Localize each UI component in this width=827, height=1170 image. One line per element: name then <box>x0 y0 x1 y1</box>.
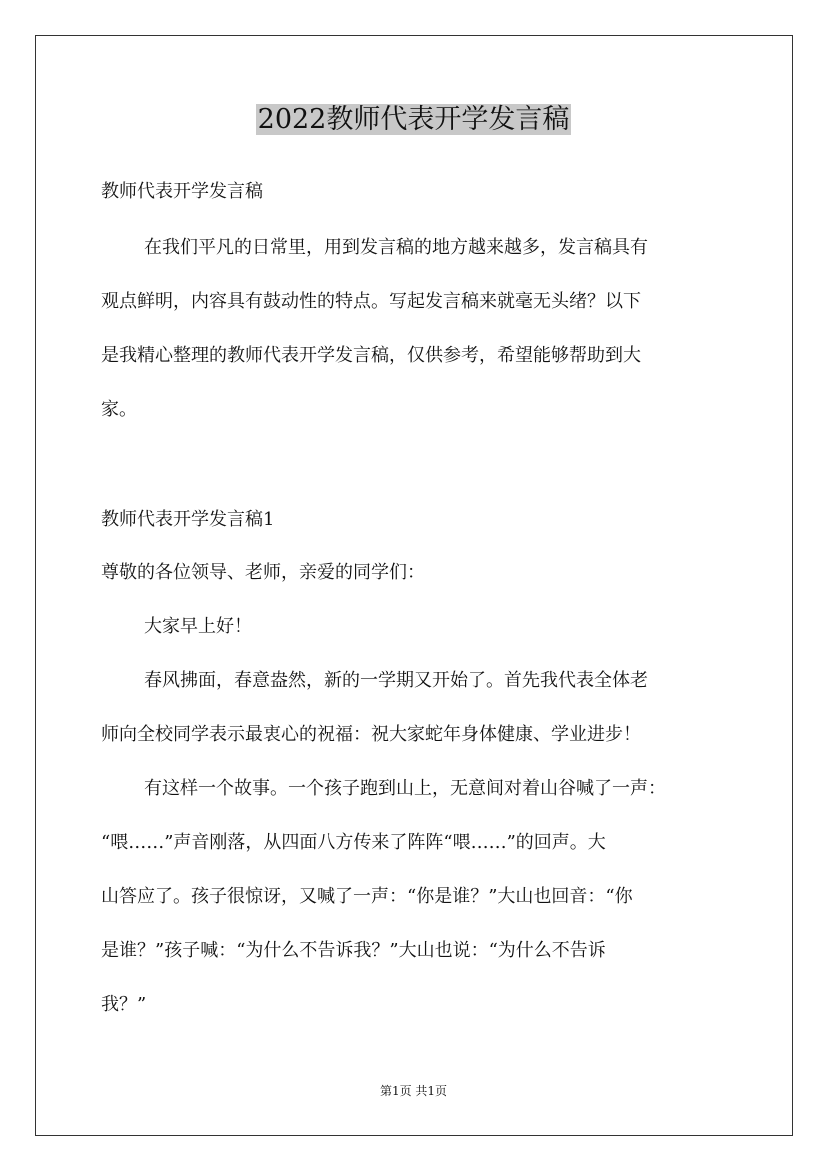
page-footer: 第1页 共1页 <box>379 1084 448 1098</box>
paragraph-line: 我？” <box>101 994 147 1015</box>
document-subtitle: 教师代表开学发言稿 <box>101 181 263 202</box>
salutation: 尊敬的各位领导、老师，亲爱的同学们： <box>101 562 425 583</box>
document-title <box>0 100 827 140</box>
greeting: 大家早上好！ <box>144 616 252 637</box>
paragraph-line: 春风拂面，春意盎然，新的一学期又开始了。首先我代表全体老 <box>144 670 648 691</box>
document-title-text: 2022教师代表开学发言稿 <box>257 104 570 135</box>
intro-line: 在我们平凡的日常里，用到发言稿的地方越来越多，发言稿具有 <box>144 237 648 258</box>
paragraph-line: 山答应了。孩子很惊讶，又喊了一声：“你是谁？”大山也回音：“你 <box>101 886 633 907</box>
paragraph-line: “喂……”声音刚落，从四面八方传来了阵阵“喂……”的回声。大 <box>101 832 606 853</box>
intro-line: 观点鲜明，内容具有鼓动性的特点。写起发言稿来就毫无头绪？以下 <box>101 291 641 312</box>
intro-line: 家。 <box>101 399 137 420</box>
section-heading: 教师代表开学发言稿1 <box>101 509 275 530</box>
intro-line: 是我精心整理的教师代表开学发言稿，仅供参考，希望能够帮助到大 <box>101 345 641 366</box>
paragraph-line: 师向全校同学表示最衷心的祝福：祝大家蛇年身体健康、学业进步！ <box>101 724 641 745</box>
paragraph-line: 有这样一个故事。一个孩子跑到山上，无意间对着山谷喊了一声： <box>144 778 666 799</box>
paragraph-line: 是谁？”孩子喊：“为什么不告诉我？”大山也说：“为什么不告诉 <box>101 940 606 961</box>
